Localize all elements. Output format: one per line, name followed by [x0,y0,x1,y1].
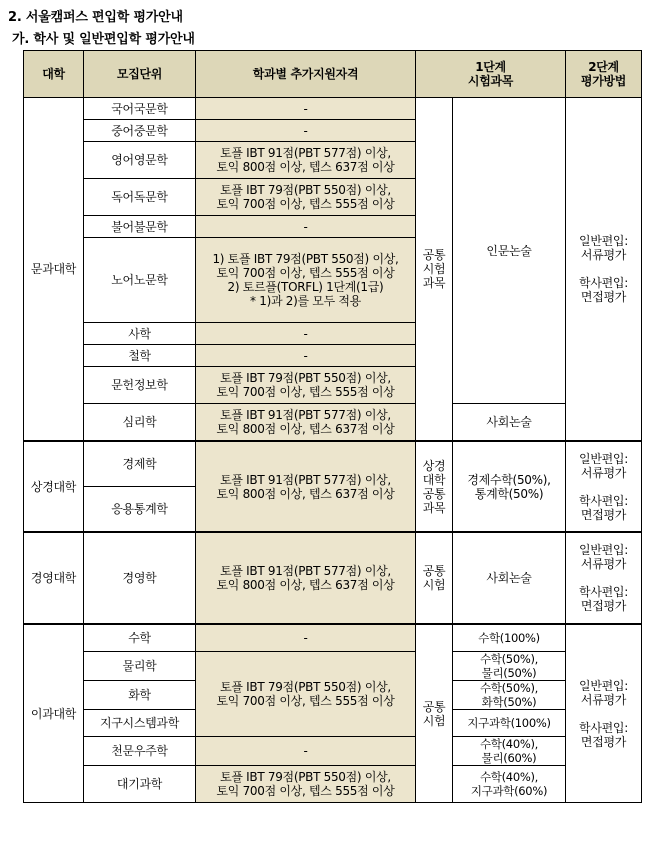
unit-cell: 노어노문학 [84,238,196,323]
eval-method-cell-management: 일반편입: 서류평가 학사편입: 면접평가 [566,532,642,624]
table-row [24,737,642,766]
header-unit: 모집단위 [84,51,196,98]
unit-cell: 불어불문학 [84,216,196,238]
table-row [24,652,642,681]
unit-cell: 문헌정보학 [84,367,196,404]
header-requirement: 학과별 추가지원자격 [196,51,416,98]
college-cell-humanities: 문과대학 [24,98,84,442]
table-row [24,624,642,652]
requirement-cell: 토플 IBT 91점(PBT 577점) 이상, 토익 800점 이상, 텝스 637점 이상 [196,441,416,532]
unit-cell: 경제학 [84,441,196,487]
requirement-cell: 토플 IBT 79점(PBT 550점) 이상, 토익 700점 이상, 텝스 555점 이상 [196,179,416,216]
exam-type-cell-humanities: 공통 시험 과목 [416,98,453,442]
table-header-row [24,51,642,98]
table-row [24,532,642,624]
eval-method-cell-science: 일반편입: 서류평가 학사편입: 면접평가 [566,624,642,803]
evaluation-table [23,50,642,803]
exam-type-cell-business: 상경 대학 공통 과목 [416,441,453,532]
header-stage1: 1단계 시험과목 [416,51,566,98]
unit-cell: 경영학 [84,532,196,624]
subject-cell-humanities: 인문논술 [453,98,566,404]
requirement-cell: - [196,345,416,367]
subject-cell: 수학(50%), 화학(50%) [453,681,566,710]
college-cell-science: 이과대학 [24,624,84,803]
subject-cell: 수학(40%), 지구과학(60%) [453,766,566,803]
unit-cell: 천문우주학 [84,737,196,766]
subject-cell: 지구과학(100%) [453,710,566,737]
unit-cell: 국어국문학 [84,98,196,120]
unit-cell: 지구시스템과학 [84,710,196,737]
requirement-cell: 토플 IBT 79점(PBT 550점) 이상, 토익 700점 이상, 텝스 555점 이상 [196,766,416,803]
requirement-cell: - [196,216,416,238]
unit-cell: 영어영문학 [84,142,196,179]
requirement-cell: 토플 IBT 79점(PBT 550점) 이상, 토익 700점 이상, 텝스 555점 이상 [196,652,416,737]
table-row [24,441,642,487]
table-row [24,404,642,442]
requirement-cell: 토플 IBT 91점(PBT 577점) 이상, 토익 800점 이상, 텝스 637점 이상 [196,532,416,624]
subject-cell: 수학(40%), 물리(60%) [453,737,566,766]
requirement-cell-russian: 1) 토플 IBT 79점(PBT 550점) 이상, 토익 700점 이상, 텝스 555점 이상 2) 토르플(TORFL) 1단계(1급) * 1)과 2)를 모두 적용 [196,238,416,323]
subject-cell-psychology: 사회논술 [453,404,566,442]
eval-method-cell-humanities: 일반편입: 서류평가 학사편입: 면접평가 [566,98,642,442]
eval-method-cell-business: 일반편입: 서류평가 학사편입: 면접평가 [566,441,642,532]
unit-cell: 심리학 [84,404,196,442]
unit-cell: 화학 [84,681,196,710]
requirement-cell: - [196,98,416,120]
requirement-cell: - [196,120,416,142]
unit-cell: 물리학 [84,652,196,681]
section-heading: 2. 서울캠퍼스 편입학 평가안내 [8,10,183,25]
subject-cell-management: 사회논술 [453,532,566,624]
unit-cell: 사학 [84,323,196,345]
unit-cell: 응용통계학 [84,487,196,533]
unit-cell: 대기과학 [84,766,196,803]
unit-cell: 철학 [84,345,196,367]
exam-type-cell-science: 공통 시험 [416,624,453,803]
requirement-cell: 토플 IBT 79점(PBT 550점) 이상, 토익 700점 이상, 텝스 555점 이상 [196,367,416,404]
college-cell-business: 상경대학 [24,441,84,532]
unit-cell: 수학 [84,624,196,652]
requirement-cell: - [196,737,416,766]
table-row [24,98,642,120]
college-cell-management: 경영대학 [24,532,84,624]
subject-cell: 수학(100%) [453,624,566,652]
subject-cell-business: 경제수학(50%), 통계학(50%) [453,441,566,532]
unit-cell: 독어독문학 [84,179,196,216]
requirement-cell: - [196,624,416,652]
requirement-cell: - [196,323,416,345]
header-stage2: 2단계 평가방법 [566,51,642,98]
subject-cell: 수학(50%), 물리(50%) [453,652,566,681]
exam-type-cell-management: 공통 시험 [416,532,453,624]
requirement-cell: 토플 IBT 91점(PBT 577점) 이상, 토익 800점 이상, 텝스 637점 이상 [196,404,416,442]
section-subheading: 가. 학사 및 일반편입학 평가안내 [12,32,195,47]
header-college: 대학 [24,51,84,98]
table-row [24,766,642,803]
unit-cell: 중어중문학 [84,120,196,142]
requirement-cell: 토플 IBT 91점(PBT 577점) 이상, 토익 800점 이상, 텝스 637점 이상 [196,142,416,179]
